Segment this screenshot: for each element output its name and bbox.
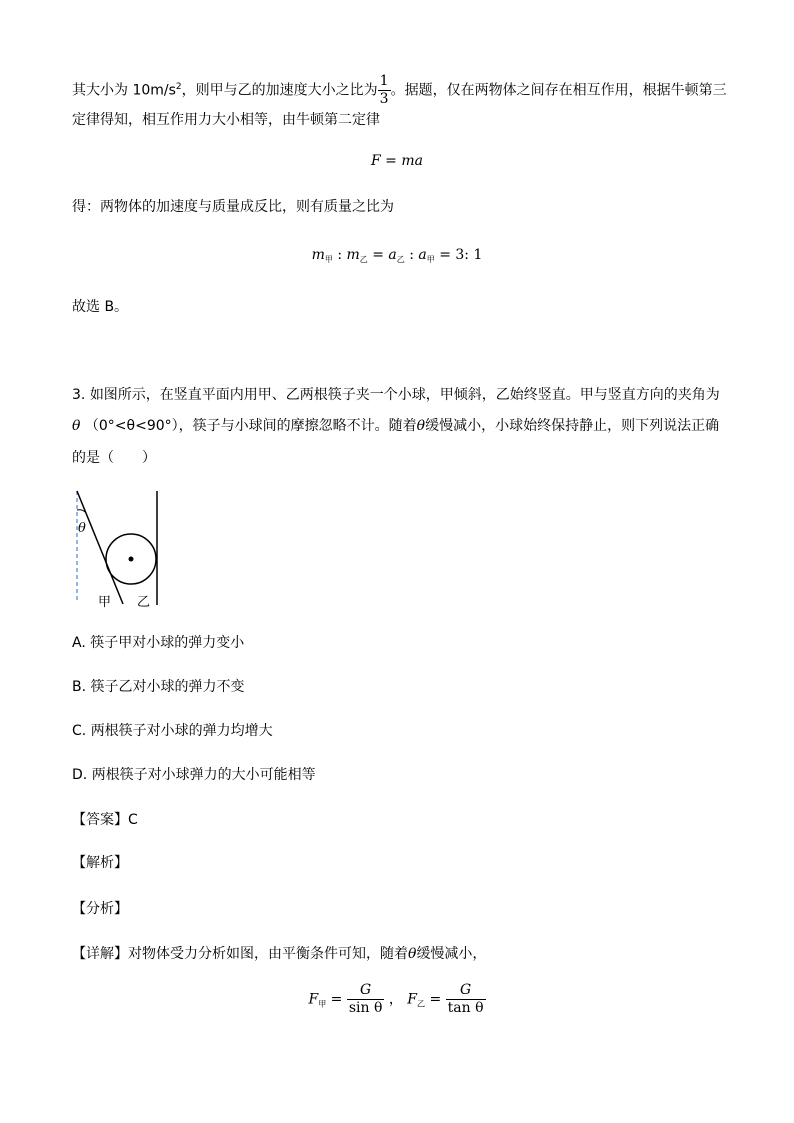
option-text: 两根筷子对小球的弹力均增大 (90, 723, 273, 739)
eq-operator: = (425, 991, 446, 1008)
chopsticks-figure (68, 488, 168, 613)
eq-symbol: F (371, 153, 381, 169)
figure-label-jia: 甲 (98, 595, 112, 610)
equation-newton (0, 153, 794, 169)
eq-subscript: 乙 (417, 999, 426, 1009)
theta-symbol: θ (416, 418, 426, 434)
intro-line-2: 定律得知，相互作用力大小相等，由牛顿第二定律 (72, 112, 380, 128)
text-segment: 缓慢减小， (416, 946, 487, 962)
question-line-3: 的是（ ） (72, 450, 156, 466)
eq-symbol: a (388, 247, 397, 263)
eq-subscript: 甲 (324, 255, 333, 264)
eq-symbol: a (418, 247, 427, 263)
fenxi-tag: 【分析】 (72, 901, 128, 917)
option-text: 筷子甲对小球的弹力变小 (90, 635, 245, 651)
eq-subscript: 甲 (318, 999, 327, 1009)
detail-line (72, 944, 486, 964)
answer-tag: 【答案】 (72, 812, 128, 828)
text-segment: 对物体受力分析如图，由平衡条件可知，随着 (128, 946, 408, 962)
angle-arc (77, 510, 85, 512)
analysis-tag: 【解析】 (72, 855, 128, 871)
fraction-denominator: tan θ (447, 1000, 484, 1016)
option-text: 筷子乙对小球的弹力不变 (90, 679, 245, 695)
text-segment: 如图所示，在竖直平面内用甲、乙两根筷子夹一个小球，甲倾斜，乙始终竖直。甲与竖直方向的夹角为 (89, 387, 720, 403)
eq-operator: = (326, 991, 347, 1008)
eq-subscript: 乙 (359, 255, 368, 264)
option-letter: C. (72, 723, 87, 739)
fraction-g-sin (347, 982, 385, 1017)
question-line-1 (72, 385, 720, 405)
text-segment: 缓慢减小，小球始终保持静止，则下列说法正确 (425, 418, 720, 434)
equation-mass-ratio (0, 247, 794, 265)
answer-value: C (128, 812, 138, 828)
eq-operator: = (380, 153, 402, 169)
eq-symbol: ma (401, 153, 423, 169)
fraction-denominator: sin θ (348, 1000, 383, 1016)
option-text: 两根筷子对小球弹力的大小可能相等 (91, 767, 316, 783)
text-segment: （0°<θ<90°），筷子与小球间的摩擦忽略不计。随着 (84, 418, 417, 434)
answer-line (72, 810, 138, 830)
detail-tag: 【详解】 (72, 946, 128, 962)
theta-symbol: θ (408, 946, 417, 962)
eq-separator: ， (384, 991, 403, 1008)
option-letter: A. (72, 635, 86, 651)
figure-label-yi: 乙 (137, 595, 151, 610)
eq-symbol: m (346, 247, 360, 263)
choose-line: 故选 B。 (72, 299, 129, 315)
theta-symbol: θ (72, 418, 81, 434)
eq-symbol: F (308, 991, 319, 1008)
fraction-g-tan (446, 982, 486, 1017)
eq-symbol: m (311, 247, 325, 263)
eq-operator: = (367, 247, 389, 263)
fraction-numerator: G (347, 982, 385, 1000)
intro-line-3: 得：两物体的加速度与质量成反比，则有质量之比为 (72, 199, 394, 215)
eq-subscript: 乙 (396, 255, 405, 264)
chopstick-jia (77, 491, 123, 604)
fraction-denominator: 3 (379, 91, 389, 107)
intro-line-1 (72, 73, 727, 108)
fraction-numerator: 1 (379, 73, 389, 89)
text-segment: ，则甲与乙的加速度大小之比为 (181, 82, 378, 99)
eq-result: = 3: 1 (434, 247, 483, 263)
figure-theta-label: θ (78, 521, 86, 536)
superscript: 2 (175, 81, 182, 92)
option-a (72, 633, 244, 653)
equation-forces (0, 982, 794, 1017)
option-letter: D. (72, 767, 88, 783)
text-segment: 。据题，仅在两物体之间存在相互作用，根据牛顿第三 (390, 82, 727, 99)
option-d (72, 765, 316, 785)
question-line-2 (72, 416, 719, 436)
ratio-fraction (378, 73, 391, 108)
text-segment: 其大小为 10m/s (72, 82, 176, 99)
eq-operator: : (404, 247, 419, 263)
eq-operator: : (332, 247, 347, 263)
option-b (72, 677, 245, 697)
question-number: 3. (72, 387, 86, 403)
ball-center-dot (129, 557, 134, 562)
fraction-numerator: G (446, 982, 486, 1000)
option-c (72, 721, 273, 741)
eq-subscript: 甲 (426, 255, 435, 264)
option-letter: B. (72, 679, 87, 695)
eq-symbol: F (407, 991, 418, 1008)
